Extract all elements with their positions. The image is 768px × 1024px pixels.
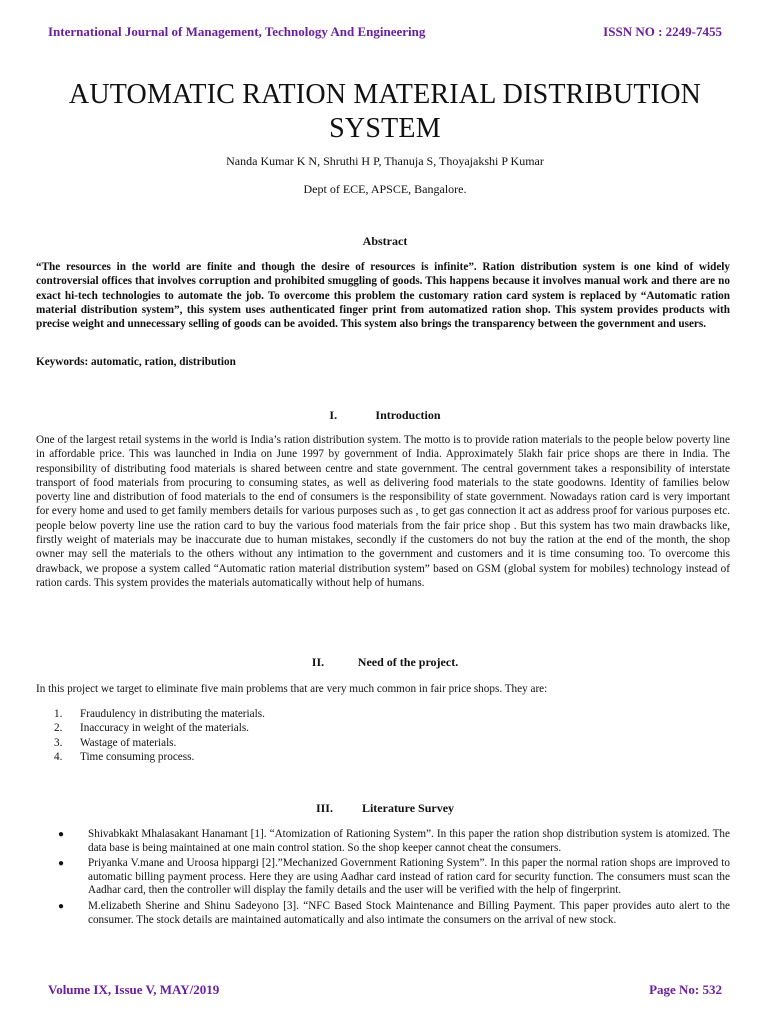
section-heading-introduction (48, 408, 722, 423)
list-item: ● Shivabkakt Mhalasakant Hanamant [1]. “Atomization of Rationing System”. In this paper the ration shop distribution system is atomized. The data base is being maintained at one main control station. So the shop keeper cannot cheat the consumers. (54, 828, 730, 855)
section-title: Need of the project. (357, 655, 459, 669)
paper-affiliation: Dept of ECE, APSCE, Bangalore. (303, 182, 467, 196)
list-item: ● M.elizabeth Sherine and Shinu Sadeyono [3]. “NFC Based Stock Maintenance and Billing Payment. This paper provides auto alert to the consumer. The stock details are maintained automatically and also intimate the consumers on the arrival of new stock. (54, 900, 730, 927)
section-title: Literature Survey (361, 801, 455, 815)
literature-list (54, 828, 730, 929)
section-title: Introduction (375, 408, 441, 422)
list-item: 3. Wastage of materials. (54, 736, 177, 749)
introduction-text: One of the largest retail systems in the world is India’s ration distribution system. The motto is to provide ration materials to the people below poverty line in affordable price. This was launched in India on June 1997 by government of India. Approximately 5lakh fair price shops are there in India. The responsibility of distributing food materials is shared between centre and state government. The central government takes a responsibility of interstate transport of food materials from procuring to consuming states, as well as delivering food materials to the state goodowns. Identity of families below poverty line and distribution of food materials to the end of consumers is the responsibility of state government. Nowadays ration card is very important for every home and used to get family members details for various purposes such as , to get gas connection it act as address proof for various purposes etc. people below poverty line use the ration card to buy the various food materials from the fair price shop . But this system has two main drawbacks like, firstly weight of materials may be inaccurate due to human mistakes, secondly if the customers do not buy the ration at the end of the month, the shop owner may sell the materials to the others without any intimation to the government and customers and it is time consuming too. To overcome this drawback, we propose a system called “Automatic ration material distribution system” based on GSM (global system for mobiles) technology instead of ration cards. This system provides the materials automatically without help of humans. (36, 434, 730, 589)
list-item: ● Priyanka V.mane and Uroosa hippargi [2].”Mechanized Government Rationing System”. In this paper the normal ration shops are improved to automatic billing payment process. Here they are using Aadhar card instead of ration card for security function. The consumers must scan the Aadhar card, then the controller will display the family details and the user will be verified with the help of fingerprint. (54, 857, 730, 898)
list-item: 4. Time consuming process. (54, 750, 195, 763)
issn-number: ISSN NO : 2249-7455 (603, 24, 722, 39)
page-footer (48, 980, 722, 1000)
bullet-icon: ● (58, 858, 65, 870)
section-number: I. (329, 408, 338, 422)
keywords: Keywords: automatic, ration, distribution (36, 356, 236, 368)
abstract-heading: Abstract (362, 234, 408, 248)
paper-authors: Nanda Kumar K N, Shruthi H P, Thanuja S, Thoyajakshi P Kumar (226, 154, 544, 168)
section-number: III. (315, 801, 333, 815)
section-heading-literature (48, 801, 722, 816)
list-item: 2. Inaccuracy in weight of the materials. (54, 722, 249, 735)
bullet-icon: ● (58, 829, 65, 840)
page-number: Page No: 532 (649, 982, 722, 997)
bullet-icon: ● (58, 900, 65, 912)
paper-title: AUTOMATIC RATION MATERIAL DISTRIBUTION SYSTEM (68, 79, 702, 144)
journal-name: International Journal of Management, Technology And Engineering (48, 24, 426, 39)
problem-list (54, 707, 654, 764)
section-number: II. (311, 655, 325, 669)
need-intro-text: In this project we target to eliminate five main problems that are very much common in fair price shops. They are: (36, 683, 548, 695)
abstract-text: “The resources in the world are finite and though the desire of resources is infinite”. Ration distribution system is one kind of widely controversial offices that involves corruption and prohibited smuggling of goods. This happens because it involves manual work and there are no exact hi-tech technologies to automate the job. To overcome this problem the customary ration card system is replaced by “Automatic ration material distribution system”, this system uses authenticated finger print from automatized ration shop. This system provides products with precise weight and unnecessary selling of goods can be avoided. This system also brings the transparency between the government and users. (36, 261, 730, 331)
page-header (48, 22, 722, 42)
section-heading-need (48, 655, 722, 670)
volume-info: Volume IX, Issue V, MAY/2019 (48, 982, 220, 997)
list-item: 1. Fraudulency in distributing the materials. (54, 708, 265, 720)
